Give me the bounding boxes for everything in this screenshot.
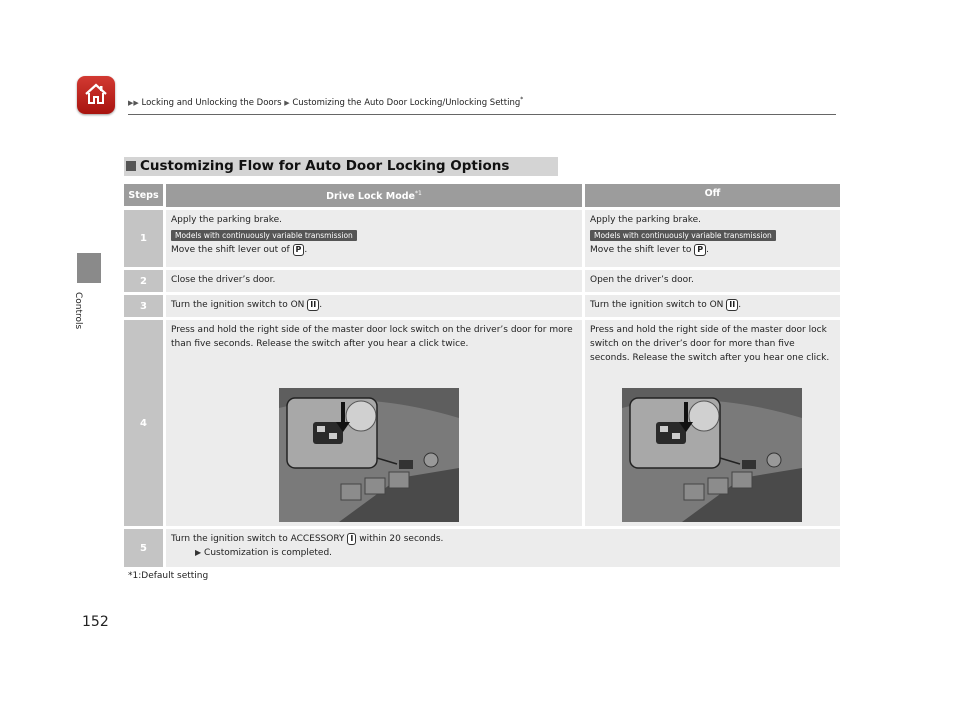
step4-off-cell: Press and hold the right side of the master door lock switch on the driver’s door for more than five seconds. Release the switch after you hear one click. xyxy=(585,320,840,526)
step-number: 2 xyxy=(124,270,163,292)
header-steps: Steps xyxy=(124,184,163,206)
step3-off-cell: Turn the ignition switch to ON II . xyxy=(585,295,840,317)
shift-p-key: P xyxy=(694,244,706,256)
breadcrumb-link-locking[interactable]: Locking and Unlocking the Doors xyxy=(141,97,282,108)
model-badge: Models with continuously variable transmission xyxy=(590,230,776,241)
header-drive-lock-mode: Drive Lock Mode$^{*1}$ xyxy=(166,184,582,207)
step5-cell: Turn the ignition switch to ACCESSORY I within 20 seconds. ▶ Customization is completed. xyxy=(166,529,840,567)
door-switch-image xyxy=(279,388,459,522)
step-number: 4 xyxy=(124,320,163,526)
door-switch-image xyxy=(622,388,802,522)
footnote: *1:Default setting xyxy=(128,571,209,581)
result-arrow-icon: ▶ xyxy=(195,548,202,558)
ignition-on-key: II xyxy=(726,299,738,311)
table-row xyxy=(124,270,837,295)
model-badge: Models with continuously variable transmission xyxy=(171,230,357,241)
home-button[interactable] xyxy=(77,76,115,114)
step-number: 1 xyxy=(124,210,163,267)
section-title: Customizing Flow for Auto Door Locking Options xyxy=(124,157,558,176)
page-number: 152 xyxy=(82,614,109,630)
table-row xyxy=(124,295,837,320)
step-number: 5 xyxy=(124,529,163,567)
table-row xyxy=(124,210,837,270)
step2-drive-lock-cell: Close the driver’s door. xyxy=(166,270,582,292)
step4-drive-lock-cell: Press and hold the right side of the master door lock switch on the driver’s door for more than five seconds. Release the switch after you hear a click twice. xyxy=(166,320,582,526)
step3-drive-lock-cell: Turn the ignition switch to ON II . xyxy=(166,295,582,317)
side-tab-label: Controls xyxy=(73,292,83,330)
customizing-flow-table xyxy=(124,184,837,570)
shift-p-key: P xyxy=(293,244,305,256)
header-off: Off xyxy=(585,184,840,207)
ignition-accessory-key: I xyxy=(347,533,356,545)
step1-off-cell: Apply the parking brake. Models with continuously variable transmission Move the shift lever to P . xyxy=(585,210,840,267)
home-icon xyxy=(83,81,109,107)
door-lock-switch-illustration xyxy=(622,388,802,522)
breadcrumb-current[interactable]: Customizing the Auto Door Locking/Unlocking Setting xyxy=(292,97,521,108)
step1-drive-lock-cell: Apply the parking brake. Models with continuously variable transmission Move the shift lever out of P . xyxy=(166,210,582,267)
step-number: 3 xyxy=(124,295,163,317)
table-row xyxy=(124,320,837,529)
side-tab-marker xyxy=(77,253,101,283)
square-bullet-icon xyxy=(126,161,136,171)
table-header-row xyxy=(124,184,837,210)
header-rule xyxy=(128,114,836,115)
breadcrumb: ▶▶ Locking and Unlocking the Doors ▶ Customizing the Auto Door Locking/Unlocking Setting* xyxy=(128,96,524,108)
table-row xyxy=(124,529,837,570)
door-lock-switch-illustration xyxy=(279,388,459,522)
ignition-on-key: II xyxy=(307,299,319,311)
step2-off-cell: Open the driver’s door. xyxy=(585,270,840,292)
